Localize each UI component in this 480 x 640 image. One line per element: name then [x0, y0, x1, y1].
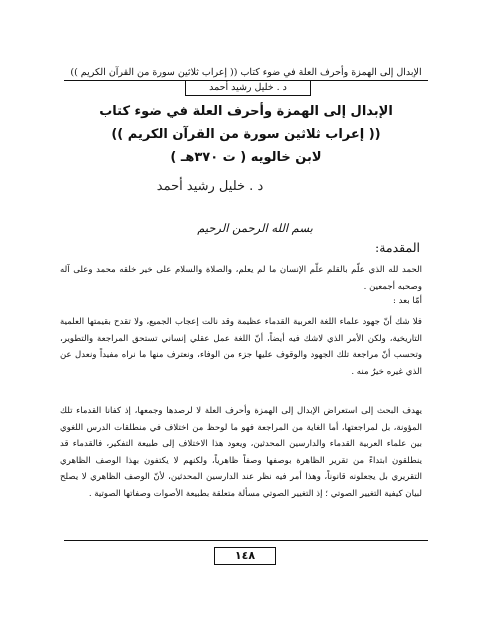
- article-title-line-2: (( إعراب ثلاثين سورة من القرآن الكريم )): [111, 127, 381, 142]
- running-header-title: الإبدال إلى الهمزة وأحرف العلة في ضوء كتاب (( إعراب ثلاثين سورة من القرآن الكريم )): [70, 67, 422, 78]
- paragraph-4: يهدف البحث إلى استعراض الإبدال إلى الهمزة وأحرف العلة لا لرصدها وجمعها، إذ كفانا القدماء تلك المؤونة، بل لمراجعتها، أما الغاية من المراجعة فهو ما لوحظ من اختلاف في منطلقات الدرس اللغوي بين علماء العربية القدماء والدارسين المحدثين، ويعود هذا الاختلاف إلى طبيعة التفكير، فالقدماء قد ينطلقون ابتداءً من تقرير الظاهرة بوصفها وصفاً ظاهرياً، ولكنهم لا يكتفون بهذا الوصف الظاهري التقريري بل يجعلونه قانوناً، وهذا أمر فيه نظر عند الدارسين المحدثين، لأنّ الوصف الظاهري لا يصلح لبيان كيفية التغيير الصوتي ؛ إذ التغيير الصوتي مسألة متعلقة بطبيعة الأصوات وصفاتها الصوتية .: [60, 406, 422, 499]
- article-title-line-1: الإبدال إلى الهمزة وأحرف العلة في ضوء كتاب: [99, 104, 393, 119]
- article-author: د . خليل رشيد أحمد: [156, 179, 264, 194]
- paragraph-1: الحمد لله الذي علّم بالقلم علّم الإنسان ما لم يعلم، والصلاة والسلام على خير خلقه محمد وعلى آله وصحبه أجمعين .: [60, 265, 422, 292]
- basmala: بسم الله الرحمن الرحيم: [197, 221, 313, 235]
- running-header-author: د . خليل رشيد أحمد: [185, 80, 311, 96]
- paragraph-2: أمّا بعد :: [392, 296, 422, 306]
- page-number: ١٤٨: [214, 547, 276, 565]
- footer-rule: [64, 540, 428, 541]
- intro-heading: المقدمة:: [374, 240, 420, 255]
- paragraph-3: فلا شك أنّ جهود علماء اللغة العربية القدماء عظيمة وقد نالت إعجاب الجميع، ولا تقدح بقيمتها العلمية التاريخية، ولكن الأمر الذي لاشك فيه أيضاً، أنّ اللغة عمل عقلي إنساني تستحق المراجعة والتطوير، وتحسب أنّ مراجعة تلك الجهود والوقوف عليها جزء من الوفاء، ونعترف منها ما نراه مفيداً ونعدل عن الذي غيره خيرٌ منه .: [60, 317, 422, 377]
- article-title-line-3: لابن خالويه ( ت ٣٧٠هـ ): [170, 150, 322, 165]
